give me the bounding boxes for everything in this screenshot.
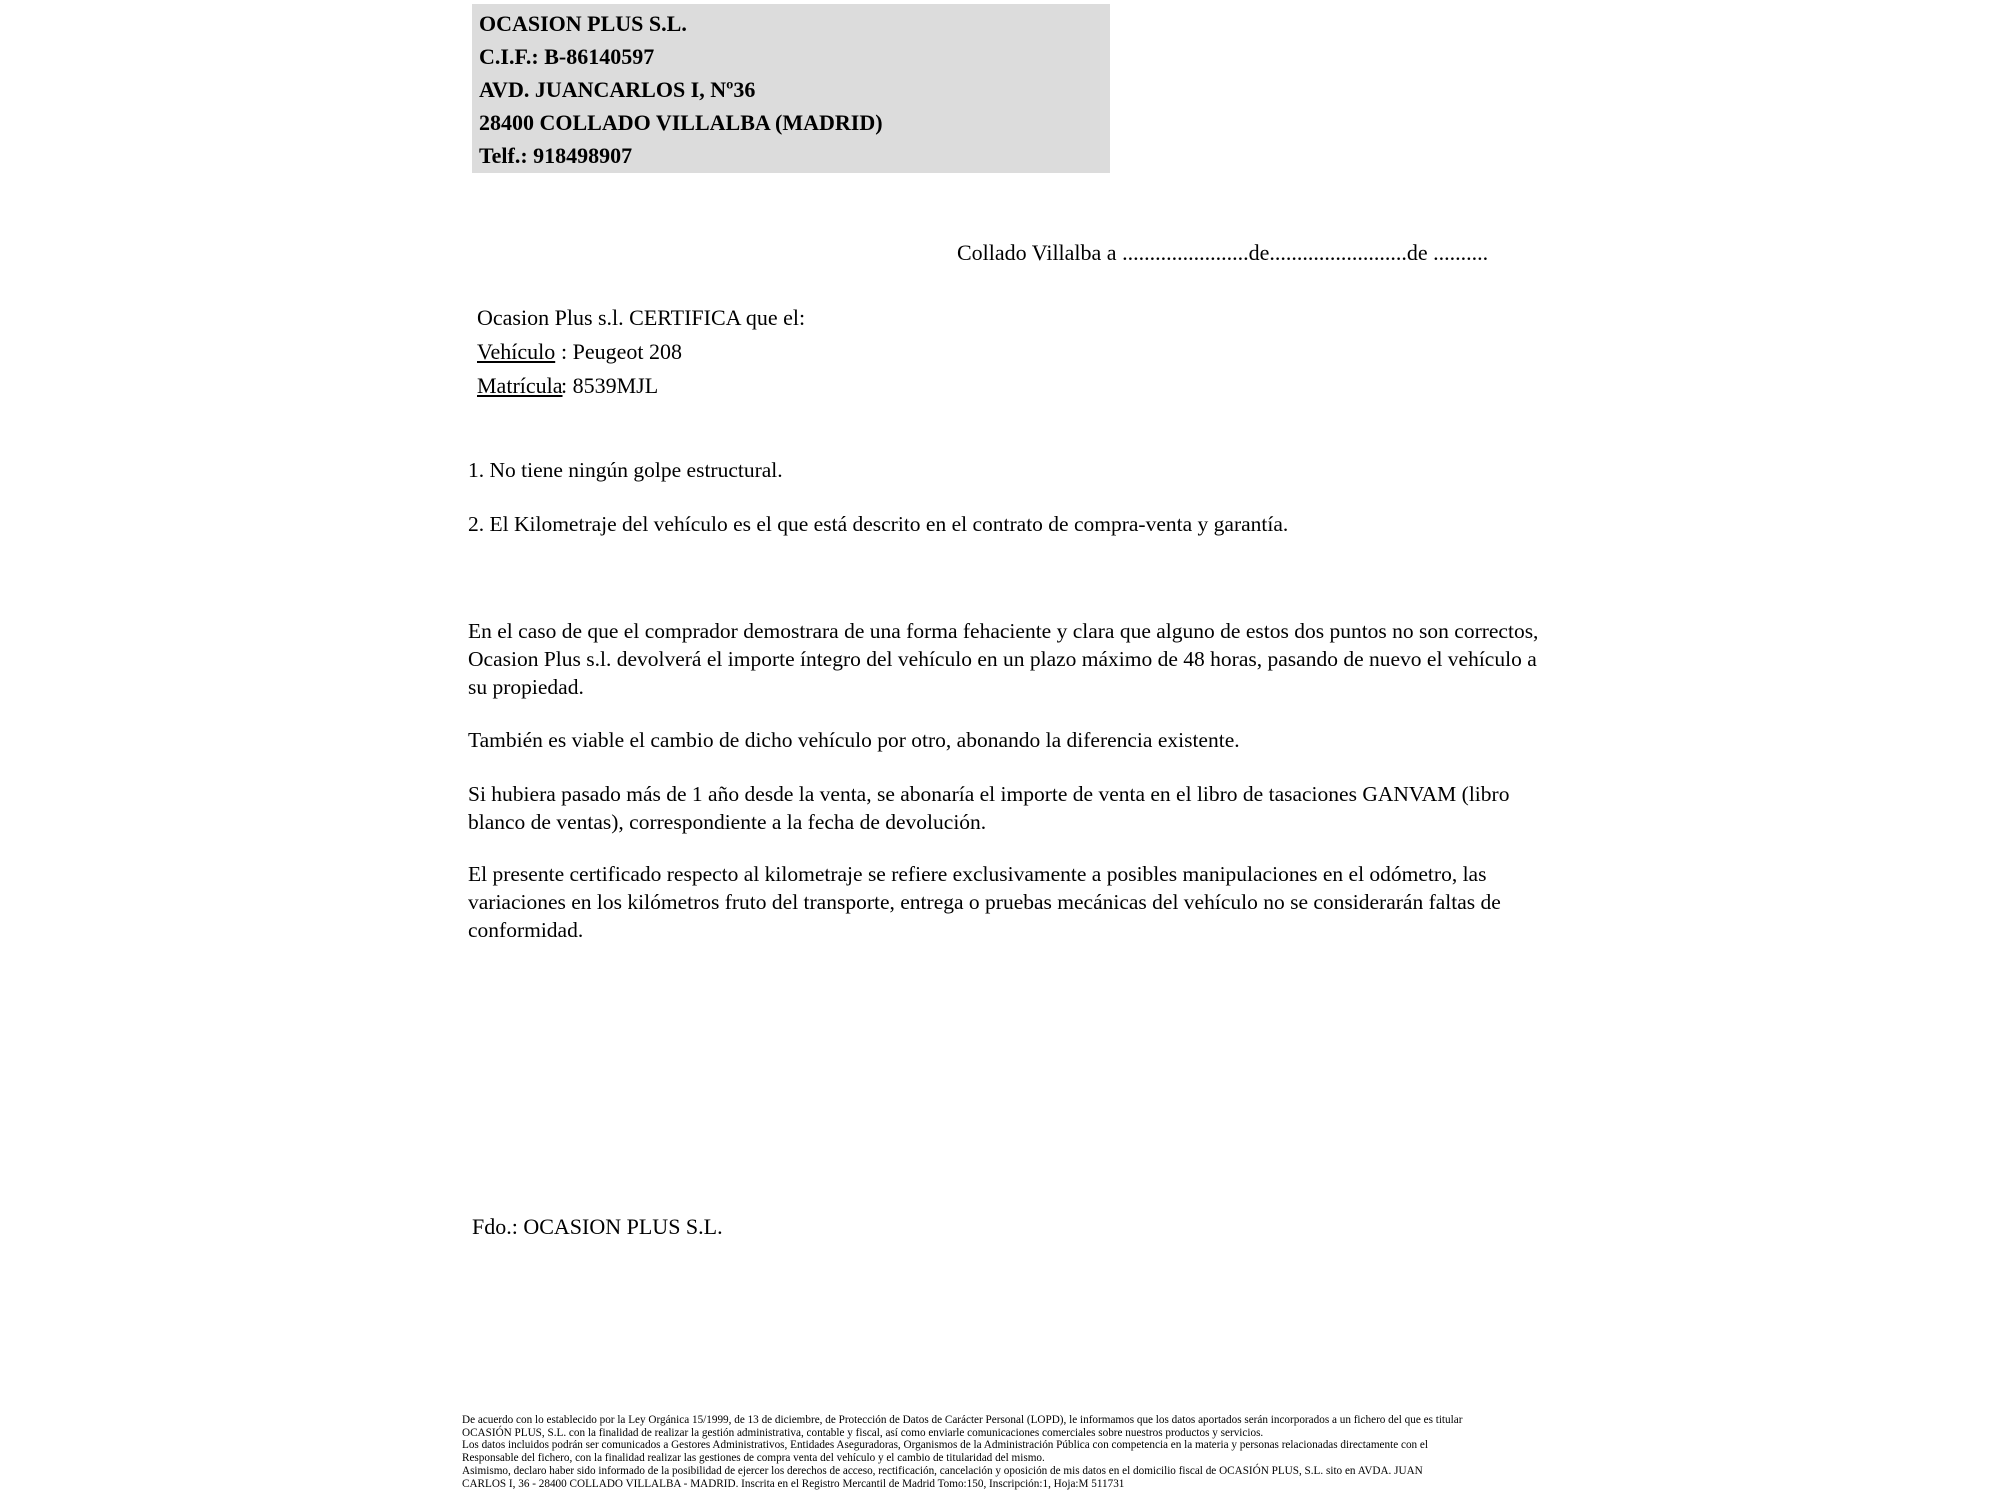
vehicle-label: Vehículo <box>477 339 556 364</box>
company-city: 28400 COLLADO VILLALBA (MADRID) <box>479 110 883 135</box>
plate-field <box>477 369 805 403</box>
paragraph-odometer-disclaimer: El presente certificado respecto al kilometraje se refiere exclusivamente a posibles manipulaciones en el odómetro, las variaciones en los kilómetros fruto del transporte, entrega o pruebas mecánicas del vehículo no se considerarán faltas de conformidad. <box>468 862 1501 942</box>
legal-footer <box>462 1414 1562 1490</box>
legal-footer-line: Responsable del fichero, con la finalidad realizar las gestiones de compra venta del vehículo y el cambio de titularidad del mismo. <box>462 1452 1045 1465</box>
legal-footer-line: Asimismo, declaro haber sido informado de la posibilidad de ejercer los derechos de acceso, rectificación, cancelación y oposición de mis datos en el domicilio fiscal de OCASIÓN PLUS, S.L. sito en AVDA. JUAN <box>462 1464 1423 1477</box>
company-phone: Telf.: 918498907 <box>479 143 633 168</box>
paragraph-refund-policy: En el caso de que el comprador demostrara de una forma fehaciente y clara que alguno de estos dos puntos no son correctos, Ocasion Plus s.l. devolverá el importe íntegro del vehículo en un plazo máximo de 48 horas, pasando de nuevo el vehículo a su propiedad. <box>468 619 1539 699</box>
vehicle-value: : Peugeot 208 <box>561 339 682 364</box>
legal-footer-line: CARLOS I, 36 - 28400 COLLADO VILLALBA - MADRID. Inscrita en el Registro Mercantil de Madrid Tomo:150, Inscripción:1, Hoja:M 511731 <box>462 1477 1125 1490</box>
legal-footer-line: De acuerdo con lo establecido por la Ley Orgánica 15/1999, de 13 de diciembre, de Protección de Datos de Carácter Personal (LOPD), le informamos que los datos aportados serán incorporados a un fichero del que es titular <box>462 1414 1463 1426</box>
date-line: Collado Villalba a .......................de.........................de .......... <box>957 240 1489 265</box>
company-address: AVD. JUANCARLOS I, Nº36 <box>479 77 756 102</box>
vehicle-field <box>477 335 805 369</box>
certification-intro: Ocasion Plus s.l. CERTIFICA que el: <box>477 305 806 330</box>
paragraph-ganvam-valuation: Si hubiera pasado más de 1 año desde la venta, se abonaría el importe de venta en el libro de tasaciones GANVAM (libro blanco de ventas), correspondiente a la fecha de devolución. <box>468 782 1510 834</box>
company-cif: C.I.F.: B-86140597 <box>479 44 655 69</box>
paragraph-exchange-option: También es viable el cambio de dicho vehículo por otro, abonando la diferencia existente. <box>468 728 1240 752</box>
plate-label: Matrícula <box>477 373 563 398</box>
certification-block <box>477 301 805 403</box>
legal-footer-line: OCASIÓN PLUS, S.L. con la finalidad de realizar la gestión administrativa, contable y fiscal, así como enviarle comunicaciones comerciales sobre nuestros productos y servicios. <box>462 1426 1264 1439</box>
signature-line: Fdo.: OCASION PLUS S.L. <box>472 1214 723 1239</box>
plate-value: : 8539MJL <box>561 373 659 398</box>
point-mileage: 2. El Kilometraje del vehículo es el que está descrito en el contrato de compra-venta y garantía. <box>468 512 1289 536</box>
company-name: OCASION PLUS S.L. <box>479 11 687 36</box>
company-header-block <box>472 4 1110 173</box>
legal-footer-line: Los datos incluidos podrán ser comunicados a Gestores Administrativos, Entidades Aseguradoras, Organismos de la Administración Pública con competencia en la materia y personas relacionadas directamente con el <box>462 1439 1428 1452</box>
point-no-structural-damage: 1. No tiene ningún golpe estructural. <box>468 458 783 482</box>
